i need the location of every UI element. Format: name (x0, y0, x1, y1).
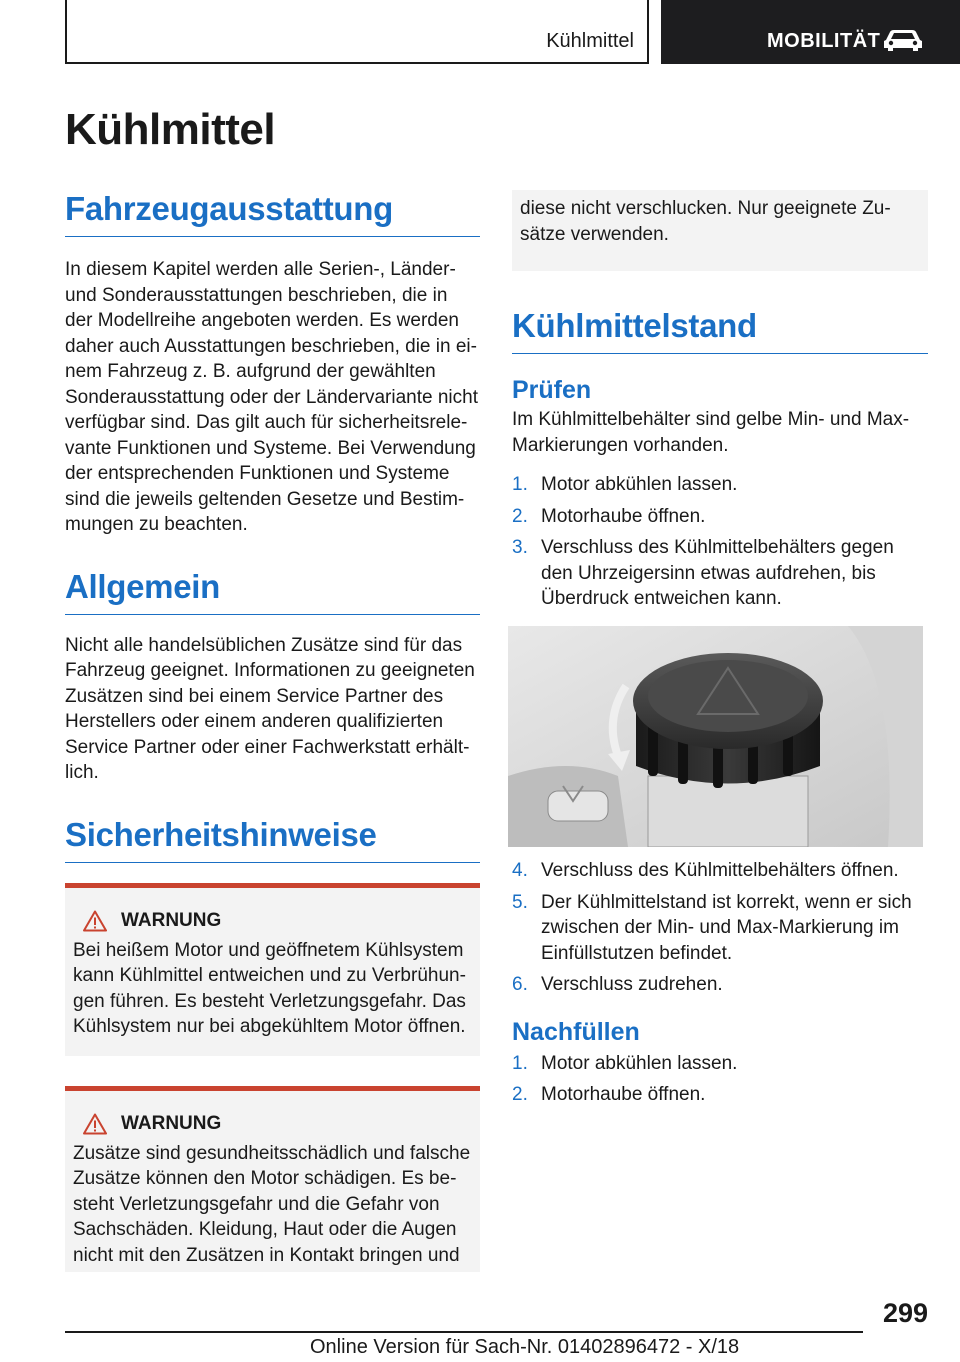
text-line: Verschluss des Kühlmittelbehälters öffnen. (541, 860, 899, 881)
header-section-title: Kühlmittel (546, 30, 634, 52)
list-item (512, 858, 928, 884)
list-item (512, 890, 928, 967)
step-number: 3. (512, 537, 528, 558)
text-line: Motorhaube öffnen. (541, 505, 706, 527)
page-title: Kühlmittel (65, 105, 276, 154)
heading-sicherheitshinweise: Sicherheitshinweise (65, 816, 480, 863)
header-chapter-title: MOBILITÄT (767, 30, 881, 52)
text-line: Motorhaube öffnen. (541, 1084, 706, 1105)
warning-text (73, 1141, 472, 1269)
heading-allgemein: Allgemein (65, 568, 480, 615)
left-column (65, 190, 480, 1272)
heading-fahrzeugausstattung: Fahrzeugausstattung (65, 190, 480, 237)
footer-divider (65, 1331, 863, 1333)
list-item (512, 1051, 928, 1077)
text-line: Zusätzen sind bei einem Service Partner des (65, 685, 444, 707)
text-line: Bei heißem Motor und geöffnetem Kühlsystem (73, 939, 464, 961)
text-line: mungen zu beachten. (65, 514, 248, 535)
warning-text (73, 938, 472, 1040)
text-line: Zusätze sind gesundheitsschädlich und falsche (73, 1142, 471, 1164)
heading-pruefen: Prüfen (512, 376, 592, 404)
step-number: 2. (512, 1084, 528, 1105)
warning-box-2-continued (512, 190, 928, 271)
warning-box-2 (65, 1086, 480, 1273)
allgemein-text (65, 633, 480, 786)
text-line: kann Kühlmittel entweichen und zu Verbrühun- (73, 965, 466, 986)
right-column-lower (512, 858, 928, 1114)
text-line: In diesem Kapitel werden alle Serien-, Länder- (65, 259, 456, 280)
warning-box-1 (65, 883, 480, 1056)
text-line: lich. (65, 762, 99, 783)
text-line: Der Kühlmittelstand ist korrekt, wenn er sich (541, 891, 912, 913)
text-line: der entsprechenden Funktionen und Systeme (65, 463, 450, 484)
text-line: Nicht alle handelsüblichen Zusätze sind für das (65, 634, 463, 656)
steps-list-nachfuellen (512, 1051, 928, 1108)
car-icon (882, 28, 924, 52)
text-line: Fahrzeug geeignet. Informationen zu geeigneten (65, 660, 475, 681)
heading-kuehlmittelstand: Kühlmittelstand (512, 307, 928, 354)
list-item (512, 472, 928, 498)
warning-header (83, 1113, 472, 1135)
page-number: 299 (882, 1298, 928, 1328)
pruefen-text (512, 407, 928, 458)
right-column (512, 190, 928, 618)
text-line: daher auch Ausstattungen beschrieben, die in ei- (65, 335, 477, 357)
text-line: nem Fahrzeug z. B. aufgrund der gewählten (65, 361, 436, 382)
coolant-cap-illustration (508, 626, 923, 847)
steps-list-pruefen-b (512, 858, 928, 998)
warning-label: WARNUNG (121, 909, 222, 931)
list-item (512, 504, 928, 530)
list-item (512, 972, 928, 998)
list-item (512, 535, 928, 612)
text-line: verfügbar sind. Das gilt auch für sicherheitsrele- (65, 412, 468, 433)
step-number: 1. (512, 1052, 528, 1074)
text-line: Verschluss zudrehen. (541, 974, 723, 995)
text-line: steht Verletzungsgefahr und die Gefahr von (73, 1193, 440, 1215)
text-line: Motor abkühlen lassen. (541, 474, 738, 495)
text-line: Motor abkühlen lassen. (541, 1052, 738, 1074)
text-line: der Modellreihe angeboten werden. Es werden (65, 310, 459, 331)
text-line: Zusätze können den Motor schädigen. Es be- (73, 1168, 457, 1189)
text-line: Einfüllstutzen befindet. (541, 942, 733, 964)
text-line: und Sonderausstattungen beschrieben, die in (65, 284, 448, 306)
heading-nachfuellen: Nachfüllen (512, 1017, 640, 1046)
text-line: Verschluss des Kühlmittelbehälters gegen (541, 537, 894, 558)
step-number: 4. (512, 860, 528, 881)
warning-triangle-icon (83, 1113, 107, 1135)
text-line: gen führen. Es besteht Verletzungsgefahr. Das (73, 990, 466, 1012)
text-line: Kühlsystem nur bei abgekühltem Motor öffnen. (73, 1016, 466, 1037)
step-number: 5. (512, 891, 528, 913)
text-line: Sachschäden. Kleidung, Haut oder die Augen (73, 1219, 457, 1240)
text-line: Markierungen vorhanden. (512, 434, 729, 456)
warning-header (83, 910, 472, 932)
footer-version-text: Online Version für Sach-Nr. 01402896472 - X/18 (310, 1336, 740, 1358)
text-line: sätze verwenden. (520, 223, 669, 245)
text-line: vante Funktionen und Systeme. Bei Verwendung (65, 437, 476, 459)
text-line: den Uhrzeigersinn etwas aufdrehen, bis (541, 562, 876, 584)
text-line: Service Partner oder einer Fachwerkstatt erhält- (65, 736, 470, 758)
text-line: sind die jeweils geltenden Gesetze und Bestim- (65, 488, 465, 510)
warning-label: WARNUNG (121, 1112, 222, 1134)
text-line: Im Kühlmittelbehälter sind gelbe Min- und Max- (512, 409, 910, 430)
step-number: 1. (512, 474, 528, 495)
list-item (512, 1082, 928, 1108)
text-line: diese nicht verschlucken. Nur geeignete Zu- (520, 198, 891, 219)
text-line: zwischen der Min- und Max-Markierung im (541, 917, 899, 938)
text-line: Überdruck entweichen kann. (541, 588, 782, 609)
steps-list-pruefen-a (512, 472, 928, 612)
warning-text (520, 196, 920, 247)
step-number: 6. (512, 974, 528, 995)
warning-triangle-icon (83, 910, 107, 932)
text-line: Herstellers oder einem anderen qualifizierten (65, 711, 444, 732)
step-number: 2. (512, 505, 528, 527)
fahrzeugausstattung-text (65, 257, 480, 538)
text-line: Sonderausstattung oder der Ländervariante nicht (65, 386, 478, 408)
text-line: nicht mit den Zusätzen in Kontakt bringen und (73, 1244, 460, 1266)
